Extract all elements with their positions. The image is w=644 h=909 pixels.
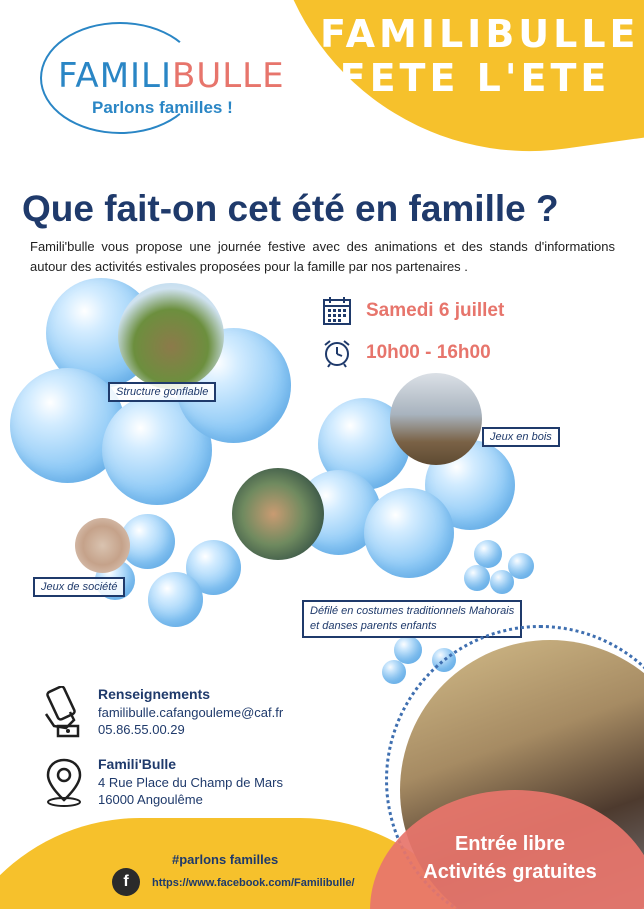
entry-line1: Entrée libre bbox=[454, 833, 566, 855]
intro-paragraph: Famili'bulle vous propose une journée festive avec des animations et des stands d'informations autour des activités estivales proposées pour la famille par nos partenaires . bbox=[30, 239, 615, 274]
contact-email[interactable]: familibulle.cafangouleme@caf.fr bbox=[98, 705, 284, 720]
logo-tagline: Parlons familles ! bbox=[92, 98, 233, 117]
bubble bbox=[364, 488, 454, 578]
address-city: 16000 Angoulême bbox=[98, 792, 203, 807]
event-date: Samedi 6 juillet bbox=[366, 300, 505, 321]
address-street: 4 Rue Place du Champ de Mars bbox=[98, 775, 283, 790]
address-block bbox=[40, 756, 283, 808]
phone-hand-icon bbox=[40, 686, 88, 738]
bouncy-castle-photo bbox=[118, 283, 224, 389]
bubble bbox=[148, 572, 203, 627]
familibulle-logo bbox=[40, 22, 285, 142]
entry-line2: Activités gratuites bbox=[423, 861, 597, 883]
bubble bbox=[474, 540, 502, 568]
wooden-games-photo bbox=[390, 373, 482, 465]
kids-bubbles-photo bbox=[232, 468, 324, 560]
board-games-photo bbox=[75, 518, 130, 573]
calendar-icon bbox=[322, 296, 352, 326]
label-board-games: Jeux de société bbox=[33, 577, 125, 597]
logo-famili-text: FAMILI bbox=[58, 56, 173, 96]
header-title bbox=[320, 12, 640, 100]
page-title: Que fait-on cet été en famille ? bbox=[22, 188, 559, 229]
free-entry-text bbox=[380, 830, 640, 886]
bubble bbox=[382, 660, 406, 684]
contact-phone[interactable]: 05.86.55.00.29 bbox=[98, 722, 185, 737]
contact-title: Renseignements bbox=[98, 686, 211, 702]
label-structure: Structure gonflable bbox=[108, 382, 216, 402]
bubble bbox=[464, 565, 490, 591]
map-pin-icon bbox=[40, 756, 88, 808]
event-date-row bbox=[322, 296, 504, 326]
event-time-row bbox=[322, 338, 491, 368]
header-title-line2: FETE L'ETE bbox=[339, 56, 611, 100]
header-title-line1: FAMILIBULLE bbox=[320, 12, 640, 56]
event-time: 10h00 - 16h00 bbox=[366, 342, 491, 363]
label-wood-games: Jeux en bois bbox=[482, 427, 560, 447]
alarm-clock-icon bbox=[322, 338, 352, 368]
label-parade-line1: Défilé en costumes traditionnels Mahorais bbox=[310, 605, 515, 617]
hashtag: #parlons familles bbox=[172, 852, 279, 867]
address-title: Famili'Bulle bbox=[98, 756, 177, 772]
logo-bulle-text: BULLE bbox=[172, 56, 285, 96]
facebook-link[interactable]: https://www.facebook.com/Familibulle/ bbox=[152, 877, 355, 889]
label-parade-line2: et danses parents enfants bbox=[310, 620, 437, 632]
bubble bbox=[490, 570, 514, 594]
contact-block bbox=[40, 686, 283, 738]
facebook-icon[interactable]: f bbox=[112, 868, 140, 896]
